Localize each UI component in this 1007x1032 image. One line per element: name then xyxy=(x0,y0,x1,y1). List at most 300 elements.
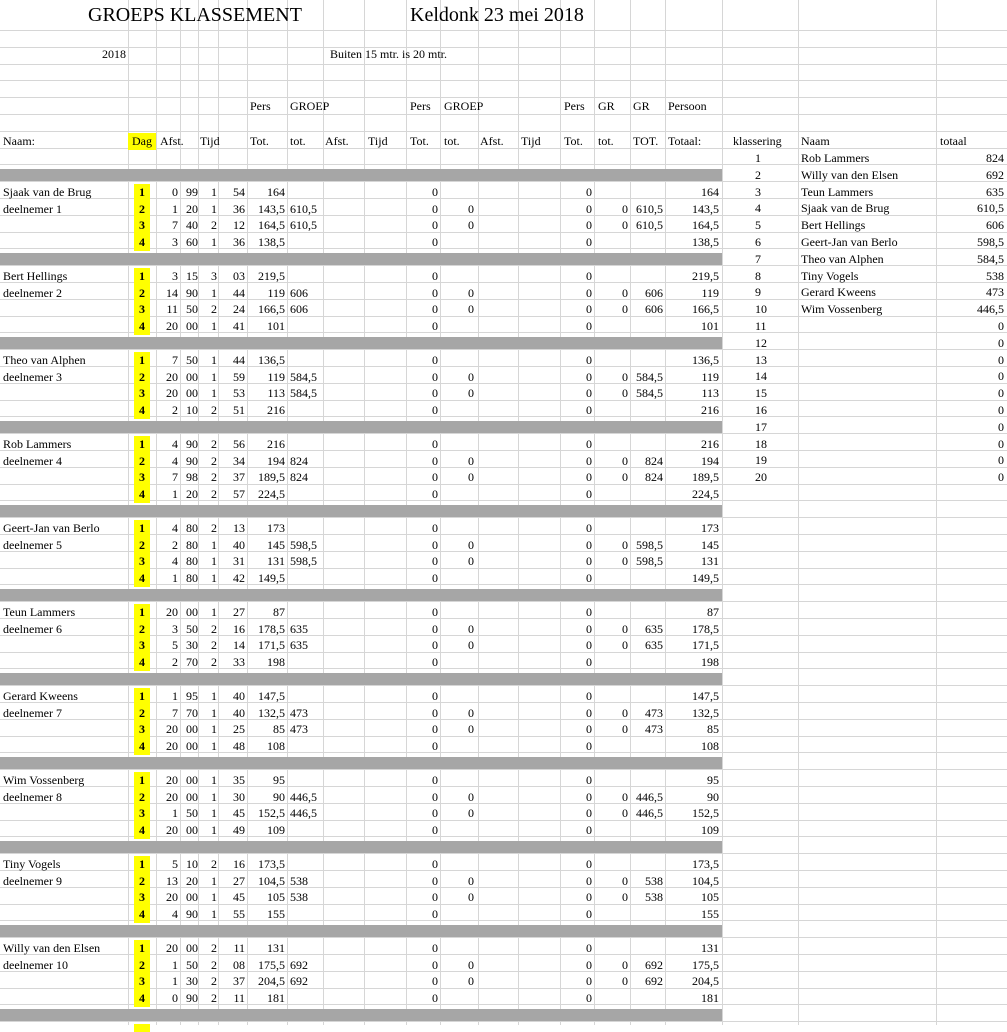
ranking-total[interactable]: 606 xyxy=(986,218,1004,233)
header-cell[interactable]: Tot. xyxy=(564,134,583,148)
cell-groep[interactable] xyxy=(290,436,321,453)
header-cell[interactable]: Tijd xyxy=(368,134,388,148)
cell-gr2[interactable] xyxy=(630,906,663,923)
cell-pers[interactable]: 171,5 xyxy=(258,638,285,653)
ranking-total[interactable]: 0 xyxy=(998,470,1004,485)
cell-t1[interactable]: 2 xyxy=(211,403,217,418)
day-cell[interactable]: 1 xyxy=(134,352,150,369)
header-cell[interactable]: tot. xyxy=(290,134,306,148)
cell-t2[interactable]: 34 xyxy=(233,453,245,468)
cell-t1[interactable]: 1 xyxy=(211,352,217,367)
cell-z1[interactable]: 0 xyxy=(432,856,438,871)
cell-a[interactable]: 7 xyxy=(172,352,178,367)
day-cell[interactable]: 4 xyxy=(134,570,150,587)
day-cell[interactable]: 3 xyxy=(134,301,150,318)
cell-b[interactable]: 20 xyxy=(186,873,198,888)
cell-a[interactable]: 20 xyxy=(166,369,178,384)
cell-t2[interactable]: 33 xyxy=(233,655,245,670)
ranking-name[interactable] xyxy=(801,368,931,385)
cell-a[interactable]: 20 xyxy=(166,319,178,334)
ranking-pos[interactable]: 19 xyxy=(755,453,767,468)
day-cell[interactable]: 4 xyxy=(134,402,150,419)
cell-groep[interactable]: 635 xyxy=(290,621,308,636)
cell-t1[interactable]: 1 xyxy=(211,722,217,737)
cell-z1[interactable]: 0 xyxy=(432,940,438,955)
cell-z1[interactable]: 0 xyxy=(432,386,438,401)
cell-total[interactable]: 119 xyxy=(701,285,719,300)
ranking-name[interactable]: Geert-Jan van Berlo xyxy=(801,235,898,249)
cell-b[interactable]: 80 xyxy=(186,554,198,569)
ranking-total[interactable]: 610,5 xyxy=(977,201,1004,216)
cell-t1[interactable]: 2 xyxy=(211,655,217,670)
cell-total[interactable]: 143,5 xyxy=(692,201,719,216)
cell-z3[interactable]: 0 xyxy=(586,789,592,804)
cell-z3[interactable]: 0 xyxy=(586,907,592,922)
cell-groep[interactable] xyxy=(290,822,321,839)
cell-gr2[interactable]: 635 xyxy=(645,638,663,653)
cell-total[interactable]: 194 xyxy=(701,453,719,468)
cell-z3[interactable]: 0 xyxy=(586,201,592,216)
cell-groep[interactable]: 584,5 xyxy=(290,369,317,384)
day-cell[interactable]: 4 xyxy=(134,654,150,671)
cell-groep[interactable]: 538 xyxy=(290,890,308,905)
cell-z3[interactable]: 0 xyxy=(586,268,592,283)
cell-t2[interactable]: 59 xyxy=(233,369,245,384)
cell-a[interactable]: 4 xyxy=(172,453,178,468)
cell-total[interactable]: 87 xyxy=(707,604,719,619)
cell-gr[interactable] xyxy=(594,772,628,789)
cell-z1[interactable]: 0 xyxy=(432,218,438,233)
cell-groep[interactable]: 635 xyxy=(290,638,308,653)
cell-groep[interactable] xyxy=(290,352,321,369)
cell-total[interactable]: 113 xyxy=(701,386,719,401)
ranking-pos[interactable]: 6 xyxy=(755,235,761,249)
cell-gr2[interactable] xyxy=(630,318,663,335)
cell-a[interactable]: 20 xyxy=(166,789,178,804)
header-cell[interactable]: Naam: xyxy=(3,134,35,148)
day-cell[interactable]: 2 xyxy=(134,285,150,302)
cell-a[interactable]: 3 xyxy=(172,268,178,283)
cell-t1[interactable]: 2 xyxy=(211,638,217,653)
cell-z3[interactable]: 0 xyxy=(586,873,592,888)
cell-gr2[interactable]: 598,5 xyxy=(636,537,663,552)
header-cell[interactable]: Afst. xyxy=(480,134,504,148)
cell-t1[interactable]: 1 xyxy=(211,554,217,569)
header-cell[interactable]: Dag xyxy=(128,133,156,150)
cell-total[interactable]: 166,5 xyxy=(692,302,719,317)
cell-gr2[interactable] xyxy=(630,520,663,537)
cell-z2[interactable]: 0 xyxy=(468,705,474,720)
cell-total[interactable]: 181 xyxy=(701,991,719,1006)
cell-z2[interactable]: 0 xyxy=(468,789,474,804)
cell-total[interactable]: 85 xyxy=(707,722,719,737)
ranking-header[interactable]: totaal xyxy=(940,134,967,148)
cell-total[interactable]: 216 xyxy=(701,403,719,418)
cell-z1[interactable]: 0 xyxy=(432,772,438,787)
cell-total[interactable]: 204,5 xyxy=(692,974,719,989)
cell-pers[interactable]: 85 xyxy=(273,722,285,737)
ranking-total[interactable]: 446,5 xyxy=(977,302,1004,317)
cell-z2[interactable] xyxy=(440,990,474,1007)
cell-gr[interactable] xyxy=(594,268,628,285)
cell-gr2[interactable] xyxy=(630,268,663,285)
ranking-total[interactable]: 473 xyxy=(986,285,1004,300)
header-top-cell[interactable]: GROEP xyxy=(444,99,484,113)
ranking-name[interactable] xyxy=(801,352,931,369)
cell-t1[interactable]: 2 xyxy=(211,218,217,233)
cell-gr2[interactable] xyxy=(630,940,663,957)
cell-t1[interactable]: 1 xyxy=(211,571,217,586)
day-cell[interactable]: 4 xyxy=(134,486,150,503)
cell-z3[interactable]: 0 xyxy=(586,806,592,821)
cell-a[interactable]: 20 xyxy=(166,739,178,754)
cell-groep[interactable]: 610,5 xyxy=(290,201,317,216)
ranking-total[interactable]: 0 xyxy=(998,403,1004,417)
cell-t1[interactable]: 2 xyxy=(211,487,217,502)
cell-z1[interactable]: 0 xyxy=(432,823,438,838)
cell-groep[interactable] xyxy=(290,906,321,923)
ranking-total[interactable]: 824 xyxy=(986,151,1004,165)
cell-total[interactable]: 131 xyxy=(701,554,719,569)
cell-z3[interactable]: 0 xyxy=(586,638,592,653)
cell-z2[interactable] xyxy=(440,352,474,369)
cell-t1[interactable]: 1 xyxy=(211,772,217,787)
cell-z3[interactable]: 0 xyxy=(586,537,592,552)
cell-z2[interactable]: 0 xyxy=(468,537,474,552)
cell-pers[interactable]: 143,5 xyxy=(258,201,285,216)
cell-total[interactable]: 164 xyxy=(701,184,719,199)
cell-gr[interactable]: 0 xyxy=(622,621,628,636)
cell-z3[interactable]: 0 xyxy=(586,352,592,367)
cell-z1[interactable]: 0 xyxy=(432,352,438,367)
ranking-total[interactable]: 0 xyxy=(998,453,1004,468)
ranking-pos[interactable]: 17 xyxy=(755,419,767,434)
cell-gr[interactable] xyxy=(594,520,628,537)
ranking-total[interactable]: 0 xyxy=(998,352,1004,367)
cell-t2[interactable]: 37 xyxy=(233,974,245,989)
cell-z3[interactable]: 0 xyxy=(586,285,592,300)
cell-pers[interactable]: 204,5 xyxy=(258,974,285,989)
day-cell[interactable]: 3 xyxy=(134,889,150,906)
day-cell[interactable]: 2 xyxy=(134,957,150,974)
participant-label[interactable]: deelnemer 2 xyxy=(3,285,62,300)
cell-gr2[interactable]: 584,5 xyxy=(636,386,663,401)
cell-groep[interactable] xyxy=(290,856,321,873)
cell-gr[interactable]: 0 xyxy=(622,201,628,216)
cell-t1[interactable]: 2 xyxy=(211,991,217,1006)
cell-z2[interactable]: 0 xyxy=(468,470,474,485)
ranking-name[interactable] xyxy=(801,469,931,486)
cell-b[interactable]: 90 xyxy=(186,991,198,1006)
cell-gr[interactable] xyxy=(594,654,628,671)
cell-pers[interactable]: 145 xyxy=(267,537,285,552)
participant-label[interactable]: deelnemer 5 xyxy=(3,537,62,552)
cell-a[interactable]: 2 xyxy=(172,655,178,670)
cell-pers[interactable]: 131 xyxy=(267,554,285,569)
cell-z1[interactable]: 0 xyxy=(432,890,438,905)
cell-b[interactable]: 60 xyxy=(186,235,198,250)
cell-b[interactable]: 00 xyxy=(186,319,198,334)
cell-pers[interactable]: 181 xyxy=(267,991,285,1006)
cell-a[interactable]: 4 xyxy=(172,520,178,535)
cell-z3[interactable]: 0 xyxy=(586,554,592,569)
cell-t1[interactable]: 2 xyxy=(211,974,217,989)
cell-groep[interactable]: 606 xyxy=(290,285,308,300)
cell-z1[interactable]: 0 xyxy=(432,403,438,418)
cell-gr2[interactable]: 606 xyxy=(645,285,663,300)
cell-pers[interactable]: 216 xyxy=(267,436,285,451)
cell-z3[interactable]: 0 xyxy=(586,823,592,838)
cell-gr[interactable] xyxy=(594,604,628,621)
cell-z1[interactable]: 0 xyxy=(432,319,438,334)
cell-z2[interactable] xyxy=(440,604,474,621)
ranking-pos[interactable]: 2 xyxy=(755,167,761,182)
cell-t2[interactable]: 30 xyxy=(233,789,245,804)
cell-gr2[interactable] xyxy=(630,856,663,873)
cell-pers[interactable]: 136,5 xyxy=(258,352,285,367)
cell-z1[interactable]: 0 xyxy=(432,369,438,384)
cell-z3[interactable]: 0 xyxy=(586,571,592,586)
cell-b[interactable]: 50 xyxy=(186,302,198,317)
cell-t1[interactable]: 2 xyxy=(211,957,217,972)
cell-gr2[interactable] xyxy=(630,402,663,419)
cell-gr[interactable] xyxy=(594,318,628,335)
cell-z1[interactable]: 0 xyxy=(432,436,438,451)
cell-groep[interactable]: 610,5 xyxy=(290,218,317,233)
cell-gr2[interactable] xyxy=(630,352,663,369)
cell-a[interactable]: 5 xyxy=(172,638,178,653)
cell-total[interactable]: 119 xyxy=(701,369,719,384)
day-cell[interactable]: 2 xyxy=(134,705,150,722)
cell-z2[interactable] xyxy=(440,520,474,537)
participant-label[interactable]: deelnemer 10 xyxy=(3,957,68,972)
cell-z2[interactable]: 0 xyxy=(468,621,474,636)
cell-t1[interactable]: 2 xyxy=(211,520,217,535)
ranking-pos[interactable]: 14 xyxy=(755,369,767,384)
cell-t1[interactable]: 1 xyxy=(211,705,217,720)
cell-total[interactable]: 145 xyxy=(701,537,719,552)
cell-b[interactable]: 30 xyxy=(186,974,198,989)
cell-total[interactable]: 101 xyxy=(701,319,719,334)
cell-pers[interactable]: 216 xyxy=(267,403,285,418)
day-cell[interactable]: 1 xyxy=(134,604,150,621)
cell-a[interactable]: 4 xyxy=(172,907,178,922)
cell-gr[interactable] xyxy=(594,402,628,419)
cell-groep[interactable] xyxy=(290,268,321,285)
cell-groep[interactable] xyxy=(290,234,321,251)
participant-label[interactable]: deelnemer 6 xyxy=(3,621,62,636)
cell-total[interactable]: 149,5 xyxy=(692,571,719,586)
cell-z2[interactable]: 0 xyxy=(468,957,474,972)
ranking-name[interactable]: Willy van den Elsen xyxy=(801,167,899,182)
year-cell[interactable]: 2018 xyxy=(102,47,126,61)
cell-b[interactable]: 00 xyxy=(186,772,198,787)
cell-gr2[interactable] xyxy=(630,436,663,453)
day-cell[interactable]: 3 xyxy=(134,805,150,822)
cell-gr2[interactable] xyxy=(630,688,663,705)
day-cell[interactable]: 3 xyxy=(134,973,150,990)
cell-z3[interactable]: 0 xyxy=(586,436,592,451)
cell-pers[interactable]: 149,5 xyxy=(258,571,285,586)
ranking-name[interactable] xyxy=(801,335,931,352)
cell-pers[interactable]: 164,5 xyxy=(258,218,285,233)
cell-a[interactable]: 1 xyxy=(172,487,178,502)
cell-gr[interactable] xyxy=(594,184,628,201)
cell-gr2[interactable] xyxy=(630,184,663,201)
cell-pers[interactable]: 138,5 xyxy=(258,235,285,250)
cell-b[interactable]: 00 xyxy=(186,789,198,804)
cell-gr2[interactable] xyxy=(630,822,663,839)
participant-name[interactable]: Teun Lammers xyxy=(3,604,76,619)
cell-z3[interactable]: 0 xyxy=(586,487,592,502)
cell-gr[interactable]: 0 xyxy=(622,302,628,317)
header-top-cell[interactable]: Pers xyxy=(564,99,585,113)
ranking-pos[interactable]: 10 xyxy=(755,302,767,317)
cell-pers[interactable]: 119 xyxy=(267,369,285,384)
cell-total[interactable]: 173,5 xyxy=(692,856,719,871)
cell-b[interactable]: 50 xyxy=(186,806,198,821)
cell-t2[interactable]: 55 xyxy=(233,907,245,922)
cell-total[interactable]: 136,5 xyxy=(692,352,719,367)
cell-z3[interactable]: 0 xyxy=(586,621,592,636)
cell-t1[interactable]: 1 xyxy=(211,285,217,300)
cell-z2[interactable] xyxy=(440,570,474,587)
day-cell[interactable]: 3 xyxy=(134,217,150,234)
day-cell[interactable]: 1 xyxy=(134,520,150,537)
cell-total[interactable]: 175,5 xyxy=(692,957,719,972)
participant-name[interactable]: Theo van Alphen xyxy=(3,352,86,367)
cell-gr2[interactable]: 538 xyxy=(645,890,663,905)
cell-t2[interactable]: 27 xyxy=(233,604,245,619)
ranking-name[interactable]: Theo van Alphen xyxy=(801,251,884,266)
cell-b[interactable]: 50 xyxy=(186,621,198,636)
cell-z1[interactable]: 0 xyxy=(432,638,438,653)
cell-gr2[interactable]: 635 xyxy=(645,621,663,636)
ranking-total[interactable]: 0 xyxy=(998,319,1004,333)
cell-groep[interactable] xyxy=(290,486,321,503)
cell-z1[interactable]: 0 xyxy=(432,991,438,1006)
cell-gr[interactable]: 0 xyxy=(622,974,628,989)
cell-b[interactable]: 99 xyxy=(186,184,198,199)
header-cell[interactable]: Totaal: xyxy=(668,134,702,148)
cell-a[interactable]: 5 xyxy=(172,856,178,871)
cell-t2[interactable]: 13 xyxy=(233,520,245,535)
cell-a[interactable]: 2 xyxy=(172,537,178,552)
cell-t1[interactable]: 2 xyxy=(211,436,217,451)
cell-groep[interactable] xyxy=(290,318,321,335)
cell-z2[interactable] xyxy=(440,940,474,957)
cell-z2[interactable] xyxy=(440,822,474,839)
cell-t2[interactable]: 41 xyxy=(233,319,245,334)
cell-gr2[interactable]: 598,5 xyxy=(636,554,663,569)
day-cell[interactable]: 2 xyxy=(134,201,150,218)
cell-b[interactable]: 90 xyxy=(186,285,198,300)
cell-groep[interactable] xyxy=(290,738,321,755)
cell-z3[interactable]: 0 xyxy=(586,991,592,1006)
cell-z1[interactable]: 0 xyxy=(432,470,438,485)
cell-gr[interactable]: 0 xyxy=(622,705,628,720)
cell-pers[interactable]: 131 xyxy=(267,940,285,955)
cell-z1[interactable]: 0 xyxy=(432,184,438,199)
cell-b[interactable]: 00 xyxy=(186,739,198,754)
cell-a[interactable]: 3 xyxy=(172,621,178,636)
cell-a[interactable]: 20 xyxy=(166,940,178,955)
cell-t1[interactable]: 2 xyxy=(211,940,217,955)
ranking-name[interactable] xyxy=(801,419,931,436)
cell-pers[interactable]: 119 xyxy=(267,285,285,300)
ranking-total[interactable]: 0 xyxy=(998,335,1004,350)
cell-z1[interactable]: 0 xyxy=(432,302,438,317)
cell-t2[interactable]: 24 xyxy=(233,302,245,317)
day-cell[interactable]: 3 xyxy=(134,385,150,402)
cell-gr[interactable]: 0 xyxy=(622,890,628,905)
cell-t1[interactable]: 1 xyxy=(211,369,217,384)
cell-z2[interactable] xyxy=(440,738,474,755)
cell-b[interactable]: 20 xyxy=(186,201,198,216)
cell-gr2[interactable] xyxy=(630,604,663,621)
cell-gr2[interactable]: 692 xyxy=(645,957,663,972)
cell-gr[interactable]: 0 xyxy=(622,957,628,972)
day-cell[interactable]: 4 xyxy=(134,906,150,923)
cell-a[interactable]: 1 xyxy=(172,806,178,821)
cell-gr[interactable]: 0 xyxy=(622,554,628,569)
participant-label[interactable]: deelnemer 4 xyxy=(3,453,62,468)
cell-b[interactable]: 90 xyxy=(186,453,198,468)
cell-groep[interactable]: 598,5 xyxy=(290,554,317,569)
cell-total[interactable]: 152,5 xyxy=(692,806,719,821)
cell-t2[interactable]: 16 xyxy=(233,856,245,871)
cell-z3[interactable]: 0 xyxy=(586,940,592,955)
cell-z3[interactable]: 0 xyxy=(586,403,592,418)
cell-z1[interactable]: 0 xyxy=(432,739,438,754)
day-cell[interactable]: 2 xyxy=(134,537,150,554)
ranking-total[interactable]: 598,5 xyxy=(977,235,1004,249)
cell-gr2[interactable] xyxy=(630,654,663,671)
cell-gr2[interactable] xyxy=(630,570,663,587)
cell-b[interactable]: 70 xyxy=(186,705,198,720)
cell-t1[interactable]: 1 xyxy=(211,823,217,838)
cell-t2[interactable]: 40 xyxy=(233,537,245,552)
cell-t2[interactable]: 25 xyxy=(233,722,245,737)
cell-z1[interactable]: 0 xyxy=(432,705,438,720)
day-cell[interactable]: 4 xyxy=(134,738,150,755)
cell-groep[interactable] xyxy=(290,772,321,789)
cell-total[interactable]: 95 xyxy=(707,772,719,787)
cell-z3[interactable]: 0 xyxy=(586,604,592,619)
cell-a[interactable]: 20 xyxy=(166,722,178,737)
cell-b[interactable]: 40 xyxy=(186,218,198,233)
cell-a[interactable]: 1 xyxy=(172,688,178,703)
cell-b[interactable]: 15 xyxy=(186,268,198,283)
cell-gr[interactable] xyxy=(594,940,628,957)
cell-gr[interactable]: 0 xyxy=(622,369,628,384)
cell-total[interactable]: 147,5 xyxy=(692,688,719,703)
cell-gr[interactable]: 0 xyxy=(622,218,628,233)
cell-z2[interactable]: 0 xyxy=(468,974,474,989)
header-cell[interactable]: tot. xyxy=(444,134,460,148)
ranking-pos[interactable]: 13 xyxy=(755,352,767,367)
cell-gr[interactable] xyxy=(594,990,628,1007)
ranking-name[interactable] xyxy=(801,318,931,335)
cell-total[interactable]: 104,5 xyxy=(692,873,719,888)
cell-gr2[interactable] xyxy=(630,990,663,1007)
header-top-cell[interactable]: Pers xyxy=(410,99,431,113)
cell-a[interactable]: 1 xyxy=(172,201,178,216)
day-cell[interactable]: 4 xyxy=(134,318,150,335)
day-cell[interactable]: 1 xyxy=(134,856,150,873)
ranking-total[interactable]: 0 xyxy=(998,386,1004,401)
ranking-pos[interactable]: 12 xyxy=(755,335,767,350)
